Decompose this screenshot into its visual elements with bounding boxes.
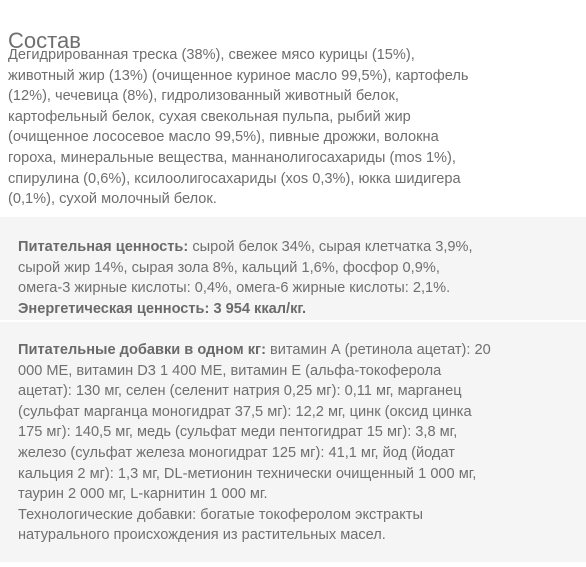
composition-line: спирулина (0,6%), ксилоолигосахариды (xos 0,3%), юкка шидигера (8, 170, 461, 187)
additives-line: (сульфат марганца моногидрат 37,5 мг): 12,2 мг, цинк (оксид цинка (18, 403, 472, 420)
additives-line: таурин 2 000 мг, L-карнитин 1 000 мг. (18, 486, 268, 503)
nutrition-line: омега-3 жирные кислоты: 0,4%, омега-6 жирные кислоты: 2,1%. (18, 280, 451, 296)
composition-line: картофельный белок, сухая свекольная пульпа, рыбий жир (8, 108, 411, 125)
composition-line: (очищенное лососевое масло 99,5%), пивные дрожжи, волокна (8, 129, 439, 146)
section-title: Состав (8, 28, 81, 54)
tech-additives-line: Технологические добавки: богатые токоферолом экстракты (18, 506, 423, 523)
energy-value: Энергетическая ценность: 3 954 ккал/кг. (18, 300, 307, 317)
additives-label: Питательные добавки в одном кг: (18, 342, 266, 358)
additives-line: кальция 2 мг): 1,3 мг, DL-метионин технически очищенный 1 000 мг, (18, 465, 477, 482)
composition-line: (0,1%), сухой молочный белок. (8, 191, 217, 208)
additives-block (18, 340, 578, 546)
nutrition-line (18, 237, 578, 258)
composition-line: гороха, минеральные вещества, маннанолигосахариды (mos 1%), (8, 149, 456, 166)
composition-line: животный жир (13%) (очищенное куриное масло 99,5%), картофель (8, 67, 469, 84)
additives-text: витамин А (ретинола ацетат): 20 (265, 342, 491, 358)
additives-line: ацетат): 130 мг, селен (селенит натрия 0,25 мг): 0,11 мг, марганец (18, 383, 462, 400)
tech-additives-line: натурального происхождения из растительных масел. (18, 527, 386, 544)
additives-line: железо (сульфат железа моногидрат 125 мг): 41,1 мг, йод (йодат (18, 444, 455, 461)
composition-line: (12%), чечевица (8%), гидролизованный животный белок, (8, 88, 399, 105)
additives-line (18, 340, 578, 361)
composition-line: Дегидрированная треска (38%), свежее мясо курицы (15%), (8, 47, 415, 63)
nutrition-block (18, 237, 578, 319)
composition-text (8, 45, 528, 210)
nutrition-label: Питательная ценность: (18, 239, 189, 255)
nutrition-text: сырой белок 34%, сырая клетчатка 3,9%, (188, 239, 473, 255)
additives-line: 175 мг): 140,5 мг, медь (сульфат меди пентогидрат 15 мг): 3,8 мг, (18, 424, 458, 441)
additives-line: 000 МЕ, витамин D3 1 400 МЕ, витамин Е (альфа-токоферола (18, 362, 442, 379)
nutrition-line: сырой жир 14%, сырая зола 8%, кальций 1,6%, фосфор 0,9%, (18, 259, 440, 276)
